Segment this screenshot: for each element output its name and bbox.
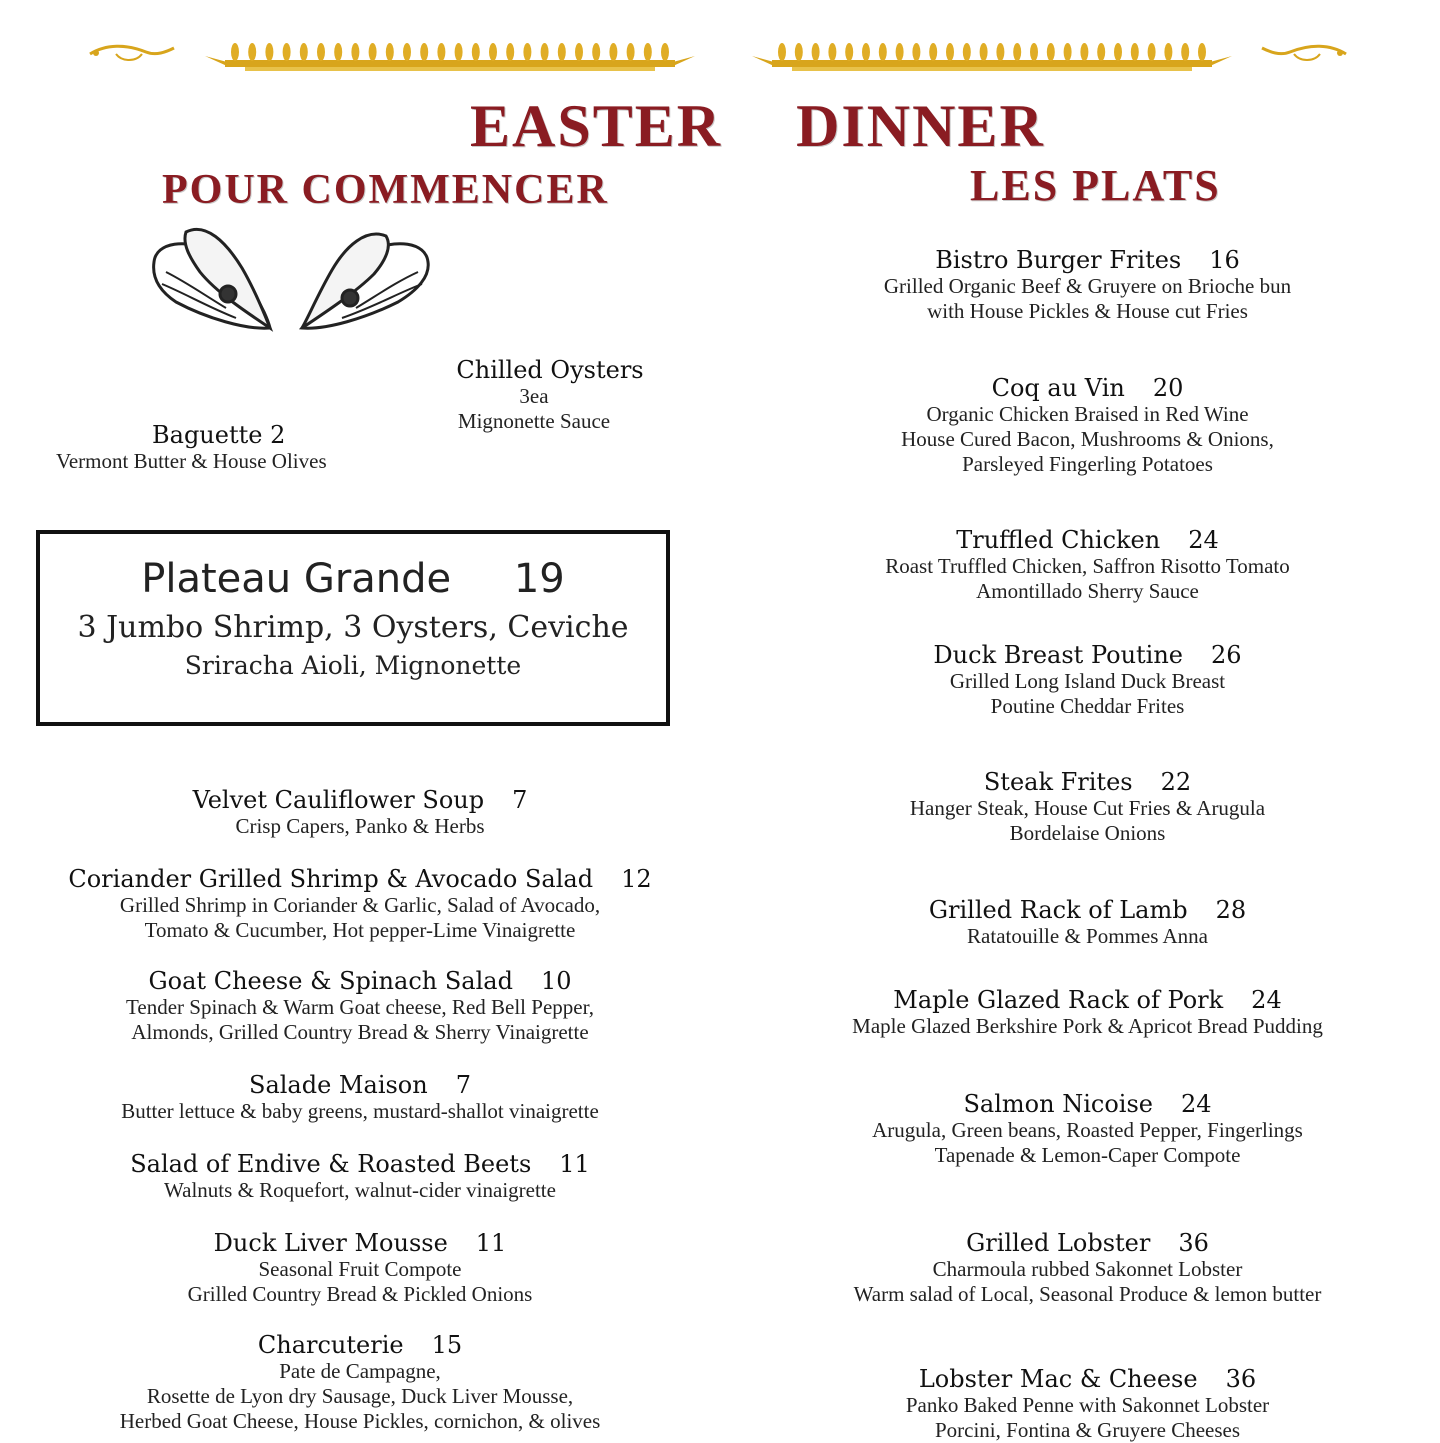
- wheat-sprig-icon: [812, 43, 820, 61]
- plateau-price: 19: [513, 556, 565, 602]
- wheat-sprig-icon: [980, 43, 988, 61]
- item-desc-line: Walnuts & Roquefort, walnut-cider vinaigrette: [164, 1178, 556, 1202]
- item-title-row: [780, 641, 1395, 669]
- menu-item: [20, 1071, 700, 1124]
- wheat-sprig-icon: [231, 43, 239, 61]
- wheat-sprig-icon: [1181, 43, 1189, 61]
- item-desc-line: Charmoula rubbed Sakonnet Lobster: [932, 1257, 1243, 1281]
- swirl-ornament-right-icon: [1258, 40, 1350, 66]
- menu-item: [20, 786, 700, 839]
- item-name: Velvet Cauliflower Soup: [192, 786, 485, 814]
- item-name: Salmon Nicoise: [963, 1090, 1153, 1118]
- item-price: 11: [475, 1229, 507, 1257]
- wheat-sprig-icon: [1064, 43, 1072, 61]
- item-desc-line: Grilled Shrimp in Coriander & Garlic, Salad of Avocado,: [119, 893, 601, 917]
- item-name: Lobster Mac & Cheese: [918, 1365, 1198, 1393]
- menu-item: [20, 865, 700, 943]
- item-title-row: [780, 896, 1395, 924]
- wheat-sprig-icon: [386, 43, 394, 61]
- wheat-sprig-icon: [283, 43, 291, 61]
- wheat-banner-left-icon: [205, 38, 695, 74]
- item-name: Baguette 2: [152, 421, 286, 449]
- title-easter: EASTER: [470, 93, 723, 159]
- item-name: Steak Frites: [983, 768, 1133, 796]
- item-name: Coriander Grilled Shrimp & Avocado Salad: [68, 865, 594, 893]
- menu-item: [780, 374, 1395, 477]
- item-desc-line: Parsleyed Fingerling Potatoes: [962, 452, 1213, 476]
- item-desc-line: Butter lettuce & baby greens, mustard-shallot vinaigrette: [121, 1099, 599, 1123]
- item-price: 24: [1188, 526, 1219, 554]
- item-title-row: [20, 967, 700, 995]
- menu-item: [20, 1331, 700, 1434]
- menu-item: [780, 896, 1395, 949]
- wheat-sprig-icon: [644, 43, 652, 61]
- title-dinner: DINNER: [796, 93, 1045, 159]
- menu-item: [780, 526, 1395, 604]
- item-price: 16: [1209, 246, 1240, 274]
- wheat-sprig-icon: [778, 43, 786, 61]
- menu-item: [780, 1229, 1395, 1307]
- wheat-sprig-icon: [1131, 43, 1139, 61]
- item-desc-line: Almonds, Grilled Country Bread & Sherry Vinaigrette: [131, 1020, 589, 1044]
- wheat-sprig-icon: [1013, 43, 1021, 61]
- wheat-sprig-icon: [300, 43, 308, 61]
- plateau-grande-box: [36, 530, 670, 726]
- swirl-ornament-left-icon: [86, 40, 178, 66]
- item-name: Chilled Oysters: [456, 356, 644, 384]
- item-price: 24: [1180, 1090, 1212, 1118]
- mains-heading: LES PLATS: [970, 161, 1221, 210]
- item-desc-line: Herbed Goat Cheese, House Pickles, cornichon, & olives: [119, 1409, 601, 1433]
- item-desc-line: Warm salad of Local, Seasonal Produce & lemon butter: [853, 1282, 1322, 1306]
- item-title-row: [780, 1365, 1395, 1393]
- wheat-sprig-icon: [828, 43, 836, 61]
- item-price: 12: [621, 865, 652, 893]
- menu-item: [780, 641, 1395, 719]
- item-price: 26: [1211, 641, 1242, 669]
- wheat-sprig-icon: [609, 43, 617, 61]
- item-desc-line: Seasonal Fruit Compote: [258, 1257, 462, 1281]
- wheat-sprig-icon: [472, 43, 480, 61]
- item-title-row: [780, 246, 1395, 274]
- item-name: Duck Liver Mousse: [213, 1229, 448, 1257]
- wheat-sprig-icon: [661, 43, 669, 61]
- item-name: Salad of Endive & Roasted Beets: [130, 1150, 532, 1178]
- item-desc-line: Grilled Organic Beef & Gruyere on Brioche bun: [883, 274, 1292, 298]
- wheat-sprig-icon: [489, 43, 497, 61]
- menu-item: [780, 986, 1395, 1039]
- wheat-sprig-icon: [1047, 43, 1055, 61]
- wheat-sprig-icon: [996, 43, 1004, 61]
- menu-item: [20, 1150, 700, 1203]
- item-desc-line: Grilled Long Island Duck Breast: [949, 669, 1226, 693]
- item-title-row: [780, 526, 1395, 554]
- item-name: Grilled Rack of Lamb: [928, 896, 1188, 924]
- plateau-line1: 3 Jumbo Shrimp, 3 Oysters, Ceviche: [77, 610, 629, 645]
- wheat-sprig-icon: [575, 43, 583, 61]
- item-desc-line: Tapenade & Lemon-Caper Compote: [934, 1143, 1241, 1167]
- item-price: 28: [1215, 896, 1247, 924]
- item-title-row: [780, 768, 1395, 796]
- item-desc-line: Amontillado Sherry Sauce: [976, 579, 1199, 603]
- wheat-sprig-icon: [455, 43, 463, 61]
- plateau-name: Plateau Grande: [141, 556, 452, 602]
- wheat-sprig-icon: [265, 43, 273, 61]
- wheat-sprig-icon: [929, 43, 937, 61]
- item-title-row: [20, 1331, 700, 1359]
- item-desc-line: Pate de Campagne,: [279, 1359, 441, 1383]
- item-title-row: [20, 1150, 700, 1178]
- wheat-sprig-icon: [1148, 43, 1156, 61]
- item-name: Coq au Vin: [991, 374, 1125, 402]
- wheat-sprig-icon: [627, 43, 635, 61]
- item-title-row: [20, 1071, 700, 1099]
- item-price: 11: [559, 1150, 590, 1178]
- item-name: Maple Glazed Rack of Pork: [893, 986, 1224, 1014]
- item-desc-line: Arugula, Green beans, Roasted Pepper, Fingerlings: [872, 1118, 1303, 1142]
- wheat-sprig-icon: [1114, 43, 1122, 61]
- wheat-sprig-icon: [558, 43, 566, 61]
- wheat-sprig-icon: [403, 43, 411, 61]
- wheat-sprig-icon: [1164, 43, 1172, 61]
- item-name: Charcuterie: [257, 1331, 404, 1359]
- item-price: 22: [1160, 768, 1192, 796]
- item-price: 3ea: [519, 384, 549, 408]
- wheat-sprig-icon: [1097, 43, 1105, 61]
- baguette-item: [56, 421, 327, 474]
- item-desc-line: Crisp Capers, Panko & Herbs: [235, 814, 485, 838]
- wheat-sprig-icon: [1030, 43, 1038, 61]
- menu-item: [780, 1365, 1395, 1443]
- wheat-sprig-icon: [795, 43, 803, 61]
- item-name: Bistro Burger Frites: [935, 246, 1182, 274]
- item-desc-line: Rosette de Lyon dry Sausage, Duck Liver Mousse,: [146, 1384, 574, 1408]
- item-desc-line: Ratatouille & Pommes Anna: [967, 924, 1208, 948]
- item-title-row: [20, 1229, 700, 1257]
- item-title-row: [780, 374, 1395, 402]
- item-price: 7: [455, 1071, 471, 1099]
- item-price: 20: [1152, 374, 1184, 402]
- item-price: 15: [431, 1331, 463, 1359]
- oyster-illustration-icon: [146, 222, 436, 334]
- item-price: 36: [1225, 1365, 1257, 1393]
- wheat-sprig-icon: [248, 43, 256, 61]
- item-desc-line: Tomato & Cucumber, Hot pepper-Lime Vinaigrette: [144, 918, 576, 942]
- menu-item: [20, 967, 700, 1045]
- item-name: Grilled Lobster: [966, 1229, 1151, 1257]
- item-name: Goat Cheese & Spinach Salad: [148, 967, 513, 995]
- wheat-sprig-icon: [1080, 43, 1088, 61]
- item-desc-line: Bordelaise Onions: [1009, 821, 1166, 845]
- item-desc-line: Roast Truffled Chicken, Saffron Risotto Tomato: [885, 554, 1290, 578]
- wheat-sprig-icon: [317, 43, 325, 61]
- wheat-sprig-icon: [351, 43, 359, 61]
- item-desc-line: Maple Glazed Berkshire Pork & Apricot Bread Pudding: [852, 1014, 1323, 1038]
- item-price: 7: [512, 786, 528, 814]
- item-name: Salade Maison: [249, 1071, 428, 1099]
- starters-heading: POUR COMMENCER: [162, 167, 609, 213]
- item-desc: Mignonette Sauce: [457, 409, 611, 433]
- wheat-sprig-icon: [845, 43, 853, 61]
- wheat-sprig-icon: [1198, 43, 1206, 61]
- wheat-sprig-icon: [963, 43, 971, 61]
- wheat-sprig-icon: [879, 43, 887, 61]
- plateau-line2: Sriracha Aioli, Mignonette: [184, 651, 522, 680]
- item-desc: Vermont Butter & House Olives: [56, 449, 327, 473]
- wheat-sprig-icon: [506, 43, 514, 61]
- wheat-sprig-icon: [541, 43, 549, 61]
- item-desc-line: with House Pickles & House cut Fries: [927, 299, 1248, 323]
- menu-item: [780, 246, 1395, 324]
- item-title-row: [780, 1229, 1395, 1257]
- wheat-sprig-icon: [437, 43, 445, 61]
- item-title-row: [20, 865, 700, 893]
- item-desc-line: Grilled Country Bread & Pickled Onions: [187, 1282, 533, 1306]
- wheat-sprig-icon: [862, 43, 870, 61]
- item-desc-line: Organic Chicken Braised in Red Wine: [926, 402, 1249, 426]
- item-name: Duck Breast Poutine: [933, 641, 1184, 669]
- wheat-sprig-icon: [523, 43, 531, 61]
- item-price: 24: [1251, 986, 1282, 1014]
- plateau-title-row: [40, 556, 666, 602]
- wheat-sprig-icon: [912, 43, 920, 61]
- wheat-banner-right-icon: [752, 38, 1232, 74]
- item-desc-line: Poutine Cheddar Frites: [990, 694, 1185, 718]
- item-title-row: [780, 986, 1395, 1014]
- menu-item: [20, 1229, 700, 1307]
- item-desc-line: Tender Spinach & Warm Goat cheese, Red Bell Pepper,: [126, 995, 594, 1019]
- wheat-sprig-icon: [420, 43, 428, 61]
- menu-item: [780, 1090, 1395, 1168]
- wheat-sprig-icon: [334, 43, 342, 61]
- wheat-sprig-icon: [896, 43, 904, 61]
- wheat-sprig-icon: [946, 43, 954, 61]
- chilled-oysters-item: [430, 356, 670, 434]
- item-desc-line: Hanger Steak, House Cut Fries & Arugula: [909, 796, 1266, 820]
- menu-item: [780, 768, 1395, 846]
- item-desc-line: Panko Baked Penne with Sakonnet Lobster: [905, 1393, 1270, 1417]
- wheat-sprig-icon: [369, 43, 377, 61]
- item-title-row: [20, 786, 700, 814]
- item-title-row: [780, 1090, 1395, 1118]
- item-price: 36: [1178, 1229, 1209, 1257]
- item-desc-line: House Cured Bacon, Mushrooms & Onions,: [901, 427, 1274, 451]
- item-name: Truffled Chicken: [956, 526, 1161, 554]
- item-price: 10: [540, 967, 572, 995]
- wheat-sprig-icon: [592, 43, 600, 61]
- page-title: [470, 92, 1045, 161]
- item-desc-line: Porcini, Fontina & Gruyere Cheeses: [934, 1418, 1241, 1442]
